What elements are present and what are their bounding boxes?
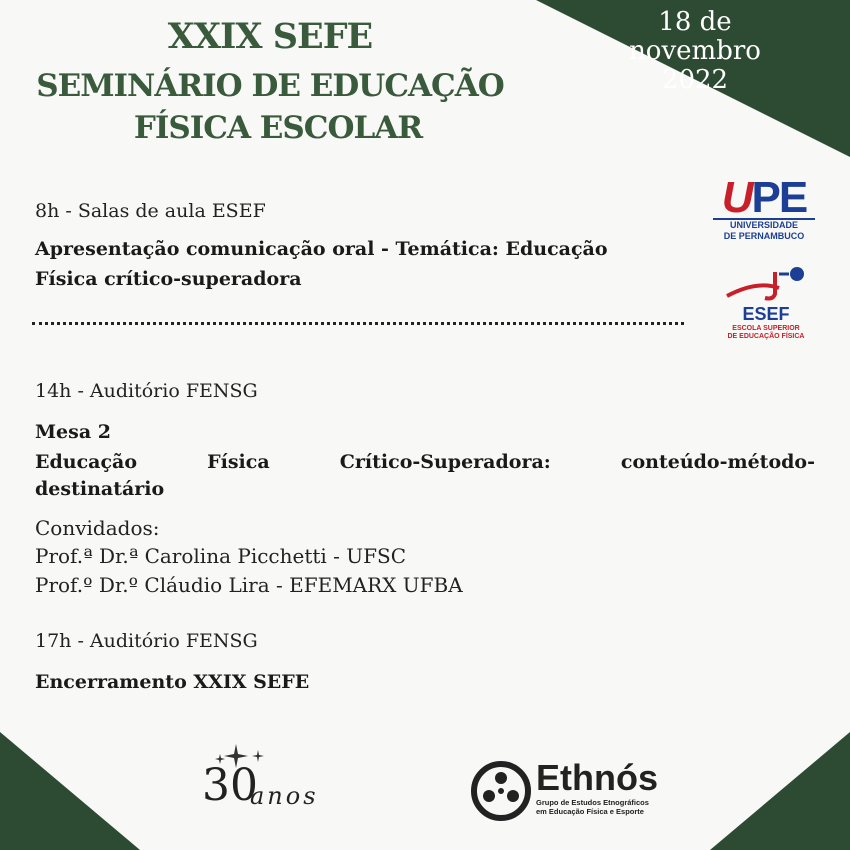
event-title: XXIX SEFE [167, 16, 373, 57]
date-year: 2022 [661, 65, 729, 95]
esef-sub1: ESCOLA SUPERIOR [732, 325, 800, 332]
upe-u: U [721, 173, 752, 222]
title-word: Física [207, 451, 270, 473]
event-subtitle-line2: FÍSICA ESCOLAR [133, 110, 423, 146]
date-month: novembro [629, 36, 761, 66]
ethnos-sub2: em Educação Física e Esporte [536, 807, 644, 816]
title-word: Crítico-Superadora: [339, 451, 551, 473]
upe-logo [713, 173, 815, 242]
session1-line2: Física crítico-superadora [35, 268, 302, 290]
upe-sub1: UNIVERSIDADE [729, 220, 798, 230]
anniversary-logo [196, 742, 356, 822]
guest-2: Prof.º Dr.º Cláudio Lira - EFEMARX UFBA [35, 573, 463, 597]
guest-1: Prof.ª Dr.ª Carolina Picchetti - UFSC [35, 544, 407, 568]
title-word: Educação [35, 451, 138, 473]
esef-emblem-icon [717, 262, 815, 302]
esef-name: ESEF [742, 304, 790, 324]
ethnos-logo [470, 758, 700, 828]
session1-time: 8h - Salas de aula ESEF [35, 200, 266, 222]
anniversary-word: anos [250, 782, 319, 810]
esef-logo [717, 262, 815, 341]
ethnos-sub1: Grupo de Estudos Etnográficos [536, 798, 649, 807]
ethnos-emblem-icon [470, 760, 532, 822]
anniversary-number: 30 [202, 760, 258, 811]
session1-line1: Apresentação comunicação oral - Temática: Educação [35, 238, 608, 260]
bottom-right-triangle [710, 732, 850, 850]
session3-time: 17h - Auditório FENSG [35, 630, 258, 652]
session2-title-line1 [35, 451, 815, 473]
title-word: conteúdo-método- [620, 451, 815, 473]
dotted-divider [32, 322, 684, 325]
upe-pe: PE [751, 173, 807, 222]
bottom-left-triangle [0, 732, 140, 850]
esef-sub2: DE EDUCAÇÃO FÍSICA [727, 333, 805, 340]
event-date [600, 8, 790, 95]
guests-label: Convidados: [35, 516, 160, 540]
ethnos-name: Ethnós [536, 757, 658, 798]
session2-time: 14h - Auditório FENSG [35, 380, 258, 402]
upe-mark [713, 173, 815, 222]
esef-subtitle [717, 325, 815, 341]
session2-mesa: Mesa 2 [35, 421, 111, 443]
ethnos-subtitle [536, 798, 706, 816]
session3-event: Encerramento XXIX SEFE [35, 671, 310, 693]
date-day: 18 de [658, 7, 732, 37]
event-subtitle-line1: SEMINÁRIO DE EDUCAÇÃO [36, 68, 504, 104]
session2-title-line2: destinatário [35, 478, 165, 500]
upe-sub2: DE PERNAMBUCO [723, 231, 805, 241]
